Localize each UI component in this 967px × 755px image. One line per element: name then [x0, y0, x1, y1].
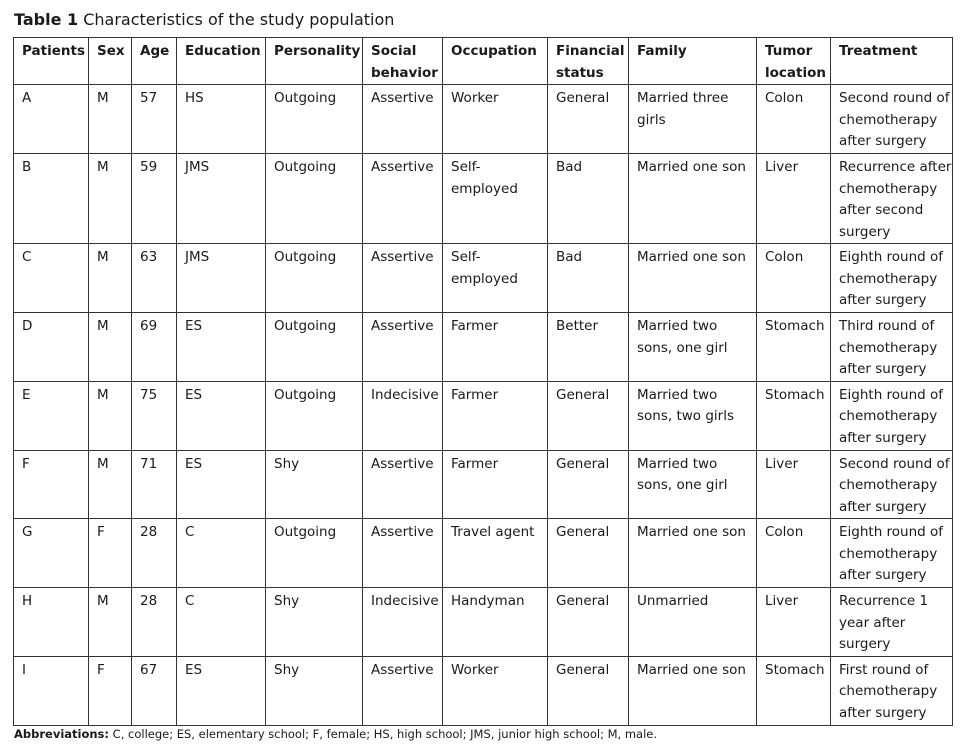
tumor-location-cell: Colon: [757, 244, 831, 313]
occupation-cell: Worker: [443, 656, 548, 725]
treatment-cell: Recurrence after chemotherapy after second surgery: [831, 154, 953, 244]
education-cell: ES: [177, 450, 266, 519]
financial-status-cell: General: [548, 85, 629, 154]
education-cell: ES: [177, 381, 266, 450]
abbreviations-footnote: [14, 726, 657, 742]
personality-cell: Shy: [266, 656, 363, 725]
table-row: [14, 381, 953, 450]
education-cell: C: [177, 588, 266, 657]
table-row: [14, 588, 953, 657]
age-cell: 28: [132, 519, 177, 588]
social-behavior-cell: Assertive: [363, 244, 443, 313]
table-caption-label: Table 1: [14, 10, 79, 29]
column-header: Sex: [89, 38, 132, 85]
patient-cell: G: [14, 519, 89, 588]
personality-cell: Shy: [266, 450, 363, 519]
table-caption-text: Characteristics of the study population: [83, 10, 395, 29]
family-cell: Married one son: [629, 656, 757, 725]
occupation-cell: Travel agent: [443, 519, 548, 588]
age-cell: 57: [132, 85, 177, 154]
age-cell: 63: [132, 244, 177, 313]
column-header: Treatment: [831, 38, 953, 85]
personality-cell: Outgoing: [266, 313, 363, 382]
financial-status-cell: General: [548, 656, 629, 725]
treatment-cell: Second round of chemotherapy after surgery: [831, 85, 953, 154]
sex-cell: M: [89, 588, 132, 657]
treatment-cell: First round of chemotherapy after surgery: [831, 656, 953, 725]
column-header: Age: [132, 38, 177, 85]
age-cell: 69: [132, 313, 177, 382]
personality-cell: Outgoing: [266, 85, 363, 154]
family-cell: Married three girls: [629, 85, 757, 154]
financial-status-cell: General: [548, 450, 629, 519]
sex-cell: M: [89, 85, 132, 154]
family-cell: Married two sons, two girls: [629, 381, 757, 450]
education-cell: ES: [177, 313, 266, 382]
personality-cell: Shy: [266, 588, 363, 657]
footnote-text: C, college; ES, elementary school; F, female; HS, high school; JMS, junior high school; M, male.: [112, 727, 658, 741]
family-cell: Married one son: [629, 519, 757, 588]
education-cell: JMS: [177, 244, 266, 313]
social-behavior-cell: Assertive: [363, 519, 443, 588]
treatment-cell: Eighth round of chemotherapy after surgery: [831, 381, 953, 450]
age-cell: 28: [132, 588, 177, 657]
column-header: Financial status: [548, 38, 629, 85]
tumor-location-cell: Liver: [757, 588, 831, 657]
social-behavior-cell: Assertive: [363, 313, 443, 382]
patient-cell: E: [14, 381, 89, 450]
personality-cell: Outgoing: [266, 519, 363, 588]
financial-status-cell: General: [548, 519, 629, 588]
table-row: [14, 450, 953, 519]
column-header: Occupation: [443, 38, 548, 85]
financial-status-cell: Bad: [548, 154, 629, 244]
table-row: [14, 313, 953, 382]
financial-status-cell: General: [548, 588, 629, 657]
treatment-cell: Third round of chemotherapy after surgery: [831, 313, 953, 382]
sex-cell: M: [89, 381, 132, 450]
age-cell: 67: [132, 656, 177, 725]
occupation-cell: Farmer: [443, 381, 548, 450]
table-row: [14, 154, 953, 244]
column-header: Personality: [266, 38, 363, 85]
financial-status-cell: Bad: [548, 244, 629, 313]
social-behavior-cell: Assertive: [363, 85, 443, 154]
tumor-location-cell: Colon: [757, 519, 831, 588]
column-header: Patients: [14, 38, 89, 85]
header-row: [14, 38, 953, 85]
table-row: [14, 519, 953, 588]
tumor-location-cell: Liver: [757, 450, 831, 519]
occupation-cell: Farmer: [443, 313, 548, 382]
education-cell: C: [177, 519, 266, 588]
family-cell: Married two sons, one girl: [629, 450, 757, 519]
column-header: Education: [177, 38, 266, 85]
sex-cell: M: [89, 450, 132, 519]
financial-status-cell: Better: [548, 313, 629, 382]
occupation-cell: Worker: [443, 85, 548, 154]
family-cell: Married two sons, one girl: [629, 313, 757, 382]
sex-cell: M: [89, 244, 132, 313]
tumor-location-cell: Stomach: [757, 313, 831, 382]
age-cell: 71: [132, 450, 177, 519]
personality-cell: Outgoing: [266, 381, 363, 450]
patient-cell: I: [14, 656, 89, 725]
social-behavior-cell: Indecisive: [363, 381, 443, 450]
treatment-cell: Eighth round of chemotherapy after surgery: [831, 244, 953, 313]
sex-cell: M: [89, 154, 132, 244]
family-cell: Married one son: [629, 154, 757, 244]
table-row: [14, 656, 953, 725]
tumor-location-cell: Liver: [757, 154, 831, 244]
treatment-cell: Recurrence 1 year after surgery: [831, 588, 953, 657]
tumor-location-cell: Stomach: [757, 381, 831, 450]
family-cell: Married one son: [629, 244, 757, 313]
occupation-cell: Handyman: [443, 588, 548, 657]
occupation-cell: Self-employed: [443, 244, 548, 313]
characteristics-table: [13, 37, 953, 726]
table-row: [14, 85, 953, 154]
column-header: Tumor location: [757, 38, 831, 85]
financial-status-cell: General: [548, 381, 629, 450]
patient-cell: B: [14, 154, 89, 244]
social-behavior-cell: Assertive: [363, 656, 443, 725]
footnote-label: Abbreviations:: [14, 727, 110, 741]
tumor-location-cell: Stomach: [757, 656, 831, 725]
column-header: Family: [629, 38, 757, 85]
age-cell: 59: [132, 154, 177, 244]
treatment-cell: Eighth round of chemotherapy after surgery: [831, 519, 953, 588]
social-behavior-cell: Assertive: [363, 450, 443, 519]
treatment-cell: Second round of chemotherapy after surgery: [831, 450, 953, 519]
column-header: Social behavior: [363, 38, 443, 85]
table-body: [14, 85, 953, 726]
education-cell: HS: [177, 85, 266, 154]
sex-cell: F: [89, 519, 132, 588]
patient-cell: F: [14, 450, 89, 519]
personality-cell: Outgoing: [266, 244, 363, 313]
patient-cell: C: [14, 244, 89, 313]
occupation-cell: Self-employed: [443, 154, 548, 244]
patient-cell: A: [14, 85, 89, 154]
sex-cell: M: [89, 313, 132, 382]
table-caption: [14, 10, 394, 30]
patient-cell: H: [14, 588, 89, 657]
education-cell: JMS: [177, 154, 266, 244]
education-cell: ES: [177, 656, 266, 725]
table-row: [14, 244, 953, 313]
occupation-cell: Farmer: [443, 450, 548, 519]
sex-cell: F: [89, 656, 132, 725]
patient-cell: D: [14, 313, 89, 382]
personality-cell: Outgoing: [266, 154, 363, 244]
age-cell: 75: [132, 381, 177, 450]
family-cell: Unmarried: [629, 588, 757, 657]
social-behavior-cell: Indecisive: [363, 588, 443, 657]
social-behavior-cell: Assertive: [363, 154, 443, 244]
tumor-location-cell: Colon: [757, 85, 831, 154]
